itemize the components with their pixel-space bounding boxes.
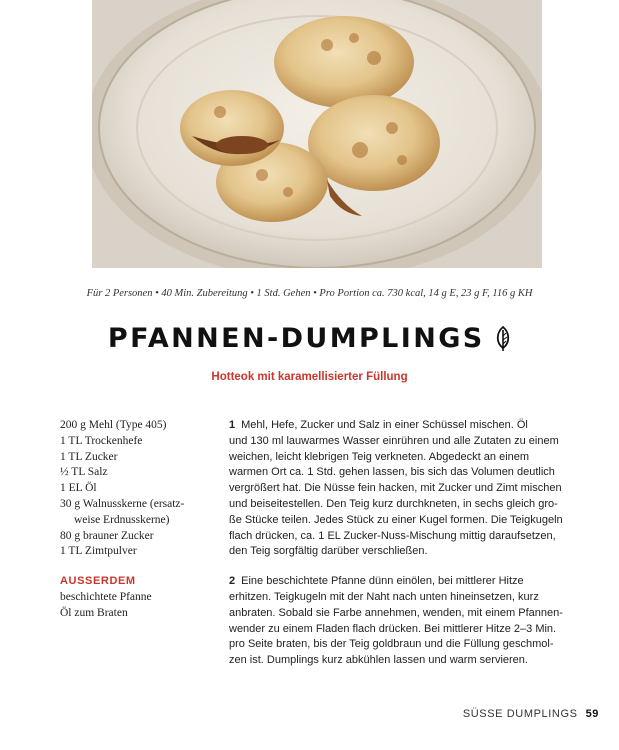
ingredient-item: 1 TL Zucker	[60, 450, 118, 463]
step-line: vergrößert hat. Die Nüsse fein hacken, mit Zucker und Zimt mischen	[229, 482, 562, 495]
page-number: 59	[585, 708, 599, 720]
step-line: warmen Ort ca. 1 Std. gehen lassen, bis sich das Volumen deutlich	[229, 466, 555, 479]
step-line	[229, 418, 574, 434]
ingredient-item: 200 g Mehl (Type 405)	[60, 419, 167, 431]
step-line: anbraten. Sobald sie Farbe annehmen, wenden, mit einem Pfannen-	[229, 606, 563, 619]
ingredients-list	[60, 418, 210, 622]
step-line: zen ist. Dumplings kurz abkühlen lassen und warm servieren.	[229, 654, 528, 667]
ingredient-item: weise Erdnusskerne)	[74, 513, 170, 526]
ingredient-item: 1 EL Öl	[60, 482, 97, 495]
page-footer	[463, 708, 599, 720]
step-line	[229, 574, 574, 590]
page-title: PFANNEN-DUMPLINGS	[107, 323, 485, 354]
ingredient-item: 30 g Walnusskerne (ersatz-	[60, 497, 185, 510]
step-line: und 130 ml lauwarmes Wasser einrühren und alle Zutaten zu einem	[229, 434, 559, 447]
ingredient-item: ½ TL Salz	[60, 466, 108, 479]
footer-section-title: SÜSSE DUMPLINGS	[462, 708, 578, 720]
step-line: den Teig sorgfältig darüber verschließen.	[229, 545, 428, 558]
step-line: pro Seite braten, bis der Teig goldbraun und die Füllung geschmol-	[229, 638, 554, 651]
extra-ingredients-heading: AUSSERDEM	[60, 575, 136, 588]
ingredient-item: 80 g brauner Zucker	[60, 529, 154, 542]
instructions	[229, 418, 574, 669]
ingredient-item: beschichtete Pfanne	[60, 590, 152, 603]
step-spacer	[229, 560, 574, 574]
step-text: Mehl, Hefe, Zucker und Salz in einer Schüssel mischen. Öl	[241, 419, 528, 431]
ingredient-item: 1 TL Trockenhefe	[60, 434, 143, 447]
dumplings-photo-illustration	[92, 0, 542, 268]
step-line: flach drücken, ca. 1 EL Zucker-Nuss-Mischung mittig daraufsetzen,	[229, 529, 556, 542]
dumplings-photo	[92, 0, 542, 268]
step-line: ße Stücke teilen. Jedes Stück zu einer Kugel formen. Die Teigkugeln	[229, 513, 563, 526]
step-number: 1	[229, 419, 236, 431]
title-row	[0, 323, 619, 354]
step-line: erhitzen. Teigkugeln mit der Naht nach unten hineinsetzen, kurz	[229, 590, 539, 603]
leaf-icon	[495, 326, 511, 352]
ingredient-item: 1 TL Zimtpulver	[60, 545, 137, 558]
recipe-meta-line: Für 2 Personen • 40 Min. Zubereitung • 1 Std. Gehen • Pro Portion ca. 730 kcal, 14 g E, 23 g F, 116 g KH	[86, 288, 533, 299]
step-text: Eine beschichtete Pfanne dünn einölen, bei mittlerer Hitze	[241, 575, 524, 588]
step-line: wender zu einem Fladen flach drücken. Bei mittlerer Hitze 2–3 Min.	[229, 622, 557, 635]
step-number: 2	[229, 575, 236, 588]
step-line: und beiseitestellen. Den Teig kurz durchkneten, in sechs gleich gro-	[229, 497, 558, 510]
recipe-subtitle: Hotteok mit karamellisierter Füllung	[211, 371, 408, 383]
step-line: weichen, leicht klebrigen Teig verkneten. Abgedeckt an einem	[229, 450, 530, 463]
ingredient-item: Öl zum Braten	[60, 606, 128, 619]
